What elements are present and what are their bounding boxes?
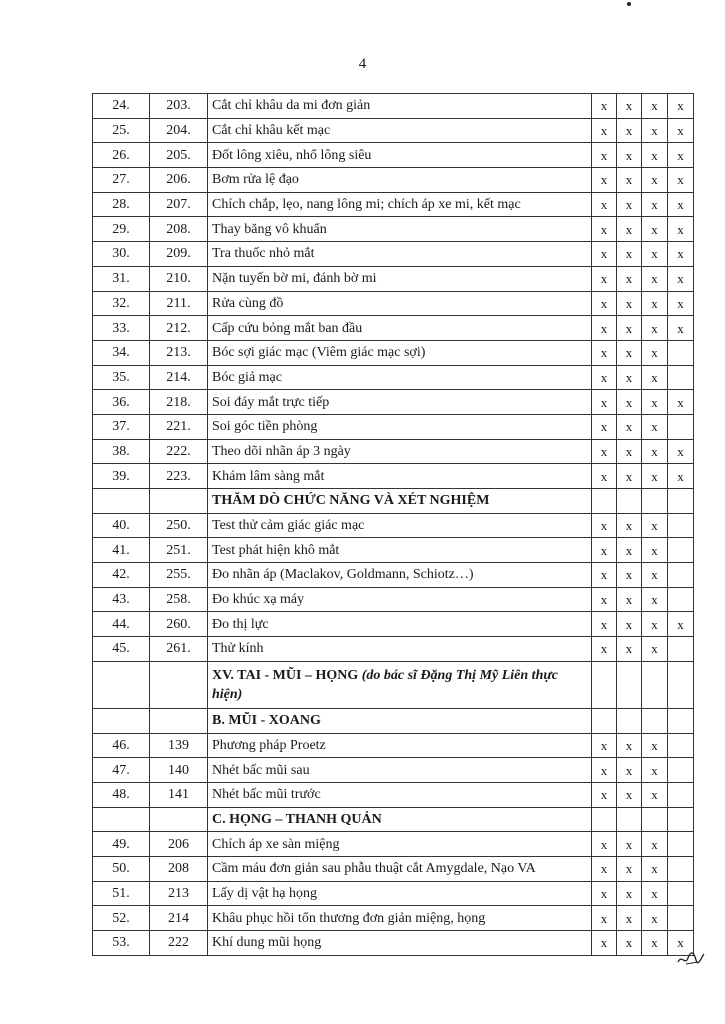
- mark-cell: x: [592, 365, 617, 390]
- section-title-text: C. HỌNG – THANH QUẢN: [212, 811, 382, 827]
- mark-cell: x: [592, 931, 617, 956]
- code-cell: 203.: [150, 94, 208, 119]
- mark-cell: x: [617, 832, 642, 857]
- stt-cell: 53.: [93, 931, 150, 956]
- table-row: [93, 856, 694, 881]
- procedure-name: Thử kính: [208, 637, 592, 662]
- stt-cell: 33.: [93, 316, 150, 341]
- mark-cell: [668, 538, 694, 563]
- mark-cell: x: [642, 242, 668, 267]
- mark-cell: x: [642, 217, 668, 242]
- section-title: [208, 661, 592, 708]
- mark-cell: [592, 807, 617, 832]
- mark-cell: [668, 881, 694, 906]
- mark-cell: [642, 661, 668, 708]
- code-cell: [150, 661, 208, 708]
- mark-cell: x: [617, 513, 642, 538]
- stt-cell: 48.: [93, 782, 150, 807]
- stt-cell: [93, 807, 150, 832]
- table-row: [93, 340, 694, 365]
- stt-cell: 32.: [93, 291, 150, 316]
- mark-cell: x: [642, 316, 668, 341]
- mark-cell: x: [592, 266, 617, 291]
- mark-cell: x: [642, 118, 668, 143]
- stt-cell: 39.: [93, 464, 150, 489]
- table-row: [93, 242, 694, 267]
- mark-cell: x: [668, 390, 694, 415]
- stt-cell: 51.: [93, 881, 150, 906]
- code-cell: 250.: [150, 513, 208, 538]
- procedure-name: Nhét bấc mũi trước: [208, 782, 592, 807]
- mark-cell: x: [617, 316, 642, 341]
- mark-cell: x: [617, 931, 642, 956]
- procedure-name: Nặn tuyến bờ mi, đánh bờ mi: [208, 266, 592, 291]
- procedure-table: [92, 93, 694, 956]
- mark-cell: x: [592, 94, 617, 119]
- mark-cell: x: [642, 192, 668, 217]
- table-row: [93, 192, 694, 217]
- table-row: [93, 414, 694, 439]
- mark-cell: x: [617, 390, 642, 415]
- procedure-name: Tra thuốc nhỏ mắt: [208, 242, 592, 267]
- table-row: [93, 118, 694, 143]
- mark-cell: x: [642, 881, 668, 906]
- stt-cell: 41.: [93, 538, 150, 563]
- code-cell: 213.: [150, 340, 208, 365]
- mark-cell: [668, 513, 694, 538]
- code-cell: 260.: [150, 612, 208, 637]
- procedure-name: Phương pháp Proetz: [208, 733, 592, 758]
- procedure-name: Lấy dị vật hạ họng: [208, 881, 592, 906]
- stt-cell: 38.: [93, 439, 150, 464]
- stt-cell: 42.: [93, 563, 150, 588]
- stt-cell: 43.: [93, 587, 150, 612]
- mark-cell: x: [617, 143, 642, 168]
- mark-cell: x: [642, 340, 668, 365]
- mark-cell: x: [592, 758, 617, 783]
- mark-cell: x: [642, 563, 668, 588]
- mark-cell: [668, 587, 694, 612]
- procedure-name: Soi góc tiền phòng: [208, 414, 592, 439]
- procedure-name: Đo khúc xạ máy: [208, 587, 592, 612]
- mark-cell: x: [617, 856, 642, 881]
- procedure-name: Khí dung mũi họng: [208, 931, 592, 956]
- procedure-name: Đốt lông xiêu, nhổ lông siêu: [208, 143, 592, 168]
- section-note: (do bác sĩ Đặng Thị Mỹ Liên thực hiện): [212, 667, 558, 702]
- mark-cell: [668, 758, 694, 783]
- stt-cell: 28.: [93, 192, 150, 217]
- mark-cell: x: [642, 931, 668, 956]
- mark-cell: x: [592, 832, 617, 857]
- mark-cell: x: [668, 464, 694, 489]
- mark-cell: x: [592, 906, 617, 931]
- mark-cell: x: [642, 906, 668, 931]
- mark-cell: x: [617, 365, 642, 390]
- table-row: [93, 291, 694, 316]
- mark-cell: x: [592, 242, 617, 267]
- mark-cell: x: [642, 414, 668, 439]
- table-row: [93, 758, 694, 783]
- mark-cell: x: [642, 538, 668, 563]
- mark-cell: x: [668, 439, 694, 464]
- mark-cell: x: [642, 464, 668, 489]
- table-row: [93, 733, 694, 758]
- procedure-name: Cấp cứu bỏng mắt ban đầu: [208, 316, 592, 341]
- code-cell: 209.: [150, 242, 208, 267]
- mark-cell: [668, 832, 694, 857]
- code-cell: 261.: [150, 637, 208, 662]
- table-row: [93, 587, 694, 612]
- mark-cell: [668, 856, 694, 881]
- mark-cell: x: [668, 316, 694, 341]
- mark-cell: x: [592, 733, 617, 758]
- code-cell: 208: [150, 856, 208, 881]
- table-row: [93, 782, 694, 807]
- mark-cell: [617, 489, 642, 514]
- mark-cell: x: [592, 414, 617, 439]
- stt-cell: 26.: [93, 143, 150, 168]
- code-cell: 213: [150, 881, 208, 906]
- section-title-text: XV. TAI - MŨI – HỌNG: [212, 667, 359, 683]
- procedure-name: Đo nhãn áp (Maclakov, Goldmann, Schiotz…): [208, 563, 592, 588]
- table-row: [93, 316, 694, 341]
- stt-cell: 49.: [93, 832, 150, 857]
- code-cell: 212.: [150, 316, 208, 341]
- table-row: [93, 439, 694, 464]
- mark-cell: x: [592, 192, 617, 217]
- mark-cell: [668, 489, 694, 514]
- mark-cell: x: [642, 637, 668, 662]
- code-cell: 206: [150, 832, 208, 857]
- table-row: [93, 94, 694, 119]
- mark-cell: [668, 807, 694, 832]
- code-cell: 205.: [150, 143, 208, 168]
- mark-cell: x: [617, 538, 642, 563]
- code-cell: 204.: [150, 118, 208, 143]
- mark-cell: x: [592, 881, 617, 906]
- code-cell: 222: [150, 931, 208, 956]
- stt-cell: [93, 489, 150, 514]
- mark-cell: x: [617, 94, 642, 119]
- section-row: [93, 708, 694, 733]
- mark-cell: x: [617, 587, 642, 612]
- procedure-name: Bơm rửa lệ đạo: [208, 168, 592, 193]
- mark-cell: x: [642, 733, 668, 758]
- table-row: [93, 513, 694, 538]
- mark-cell: x: [617, 340, 642, 365]
- procedure-name: Bóc giả mạc: [208, 365, 592, 390]
- mark-cell: x: [592, 513, 617, 538]
- table-row: [93, 637, 694, 662]
- mark-cell: x: [617, 168, 642, 193]
- mark-cell: x: [592, 439, 617, 464]
- code-cell: 222.: [150, 439, 208, 464]
- table-row: [93, 143, 694, 168]
- mark-cell: x: [592, 291, 617, 316]
- mark-cell: x: [617, 612, 642, 637]
- section-row: [93, 489, 694, 514]
- stt-cell: 46.: [93, 733, 150, 758]
- mark-cell: x: [668, 168, 694, 193]
- mark-cell: x: [592, 464, 617, 489]
- mark-cell: x: [642, 390, 668, 415]
- code-cell: [150, 708, 208, 733]
- table-row: [93, 168, 694, 193]
- procedure-name: Chích áp xe sàn miệng: [208, 832, 592, 857]
- stt-cell: [93, 661, 150, 708]
- mark-cell: [617, 661, 642, 708]
- mark-cell: x: [592, 118, 617, 143]
- mark-cell: x: [668, 143, 694, 168]
- procedure-name: Test phát hiện khô mắt: [208, 538, 592, 563]
- mark-cell: [668, 708, 694, 733]
- procedure-name: Chích chắp, lẹo, nang lông mi; chích áp xe mi, kết mạc: [208, 192, 592, 217]
- mark-cell: [642, 807, 668, 832]
- stt-cell: 25.: [93, 118, 150, 143]
- mark-cell: x: [668, 931, 694, 956]
- mark-cell: x: [592, 538, 617, 563]
- mark-cell: x: [617, 758, 642, 783]
- mark-cell: x: [592, 563, 617, 588]
- code-cell: 139: [150, 733, 208, 758]
- mark-cell: x: [668, 266, 694, 291]
- stt-cell: 44.: [93, 612, 150, 637]
- mark-cell: x: [642, 513, 668, 538]
- mark-cell: x: [592, 316, 617, 341]
- mark-cell: [668, 782, 694, 807]
- table-row: [93, 266, 694, 291]
- section-title: [208, 489, 592, 514]
- stt-cell: 34.: [93, 340, 150, 365]
- mark-cell: [668, 661, 694, 708]
- section-title: [208, 807, 592, 832]
- mark-cell: x: [642, 439, 668, 464]
- mark-cell: x: [617, 439, 642, 464]
- handwritten-initial: [676, 948, 706, 968]
- stt-cell: 50.: [93, 856, 150, 881]
- mark-cell: x: [642, 612, 668, 637]
- table-row: [93, 832, 694, 857]
- mark-cell: x: [642, 266, 668, 291]
- stt-cell: 24.: [93, 94, 150, 119]
- code-cell: 258.: [150, 587, 208, 612]
- mark-cell: x: [592, 168, 617, 193]
- table-row: [93, 881, 694, 906]
- table-row: [93, 906, 694, 931]
- mark-cell: x: [668, 612, 694, 637]
- mark-cell: x: [642, 758, 668, 783]
- stt-cell: 40.: [93, 513, 150, 538]
- stt-cell: 35.: [93, 365, 150, 390]
- mark-cell: x: [642, 782, 668, 807]
- table-row: [93, 563, 694, 588]
- mark-cell: x: [592, 143, 617, 168]
- mark-cell: [668, 733, 694, 758]
- mark-cell: x: [617, 464, 642, 489]
- mark-cell: x: [617, 782, 642, 807]
- table-row: [93, 365, 694, 390]
- mark-cell: x: [617, 881, 642, 906]
- mark-cell: x: [617, 266, 642, 291]
- section-row: [93, 807, 694, 832]
- mark-cell: [592, 489, 617, 514]
- mark-cell: x: [668, 118, 694, 143]
- mark-cell: x: [592, 612, 617, 637]
- procedure-name: Bóc sợi giác mạc (Viêm giác mạc sợi): [208, 340, 592, 365]
- mark-cell: x: [617, 242, 642, 267]
- code-cell: 210.: [150, 266, 208, 291]
- code-cell: 141: [150, 782, 208, 807]
- mark-cell: [668, 365, 694, 390]
- mark-cell: x: [668, 94, 694, 119]
- procedure-name: Test thử cảm giác giác mạc: [208, 513, 592, 538]
- mark-cell: x: [592, 340, 617, 365]
- mark-cell: [592, 708, 617, 733]
- mark-cell: x: [642, 587, 668, 612]
- stt-cell: [93, 708, 150, 733]
- procedure-name: Khâu phục hồi tổn thương đơn giản miệng, họng: [208, 906, 592, 931]
- code-cell: 255.: [150, 563, 208, 588]
- stt-cell: 36.: [93, 390, 150, 415]
- stt-cell: 29.: [93, 217, 150, 242]
- code-cell: 221.: [150, 414, 208, 439]
- code-cell: [150, 489, 208, 514]
- section-title: [208, 708, 592, 733]
- procedure-name: Nhét bấc mũi sau: [208, 758, 592, 783]
- stt-cell: 30.: [93, 242, 150, 267]
- mark-cell: x: [617, 118, 642, 143]
- procedure-name: Rửa cùng đồ: [208, 291, 592, 316]
- code-cell: 214: [150, 906, 208, 931]
- table-row: [93, 538, 694, 563]
- stt-cell: 52.: [93, 906, 150, 931]
- procedure-name: Soi đáy mắt trực tiếp: [208, 390, 592, 415]
- section-title-text: B. MŨI - XOANG: [212, 713, 321, 729]
- mark-cell: x: [617, 291, 642, 316]
- mark-cell: x: [642, 832, 668, 857]
- stt-cell: 47.: [93, 758, 150, 783]
- stt-cell: 37.: [93, 414, 150, 439]
- code-cell: 211.: [150, 291, 208, 316]
- table-row: [93, 390, 694, 415]
- procedure-name: Khám lâm sàng mắt: [208, 464, 592, 489]
- mark-cell: x: [617, 906, 642, 931]
- stt-cell: 45.: [93, 637, 150, 662]
- mark-cell: x: [592, 390, 617, 415]
- mark-cell: [668, 414, 694, 439]
- mark-cell: x: [642, 94, 668, 119]
- table-row: [93, 612, 694, 637]
- mark-cell: x: [668, 291, 694, 316]
- code-cell: 208.: [150, 217, 208, 242]
- mark-cell: x: [617, 733, 642, 758]
- page-number: 4: [358, 56, 367, 72]
- table-row: [93, 217, 694, 242]
- code-cell: 251.: [150, 538, 208, 563]
- mark-cell: x: [617, 563, 642, 588]
- mark-cell: x: [668, 242, 694, 267]
- mark-cell: x: [592, 217, 617, 242]
- mark-cell: x: [592, 782, 617, 807]
- procedure-name: Cắt chỉ khâu kết mạc: [208, 118, 592, 143]
- mark-cell: x: [668, 217, 694, 242]
- procedure-name: Thay băng vô khuẩn: [208, 217, 592, 242]
- code-cell: 140: [150, 758, 208, 783]
- mark-cell: [668, 340, 694, 365]
- stt-cell: 27.: [93, 168, 150, 193]
- mark-cell: [668, 906, 694, 931]
- mark-cell: [668, 563, 694, 588]
- mark-cell: x: [642, 365, 668, 390]
- mark-cell: x: [592, 637, 617, 662]
- mark-cell: x: [592, 587, 617, 612]
- procedure-name: Theo dõi nhãn áp 3 ngày: [208, 439, 592, 464]
- mark-cell: x: [642, 856, 668, 881]
- section-row: [93, 661, 694, 708]
- procedure-name: Cầm máu đơn giản sau phẫu thuật cắt Amygdale, Nạo VA: [208, 856, 592, 881]
- mark-cell: [642, 708, 668, 733]
- mark-cell: [592, 661, 617, 708]
- mark-cell: x: [617, 217, 642, 242]
- mark-cell: [617, 708, 642, 733]
- code-cell: 218.: [150, 390, 208, 415]
- mark-cell: [642, 489, 668, 514]
- table-row: [93, 931, 694, 956]
- stt-cell: 31.: [93, 266, 150, 291]
- code-cell: 223.: [150, 464, 208, 489]
- section-title-text: THĂM DÒ CHỨC NĂNG VÀ XÉT NGHIỆM: [212, 493, 490, 509]
- procedure-name: Cắt chỉ khâu da mi đơn giản: [208, 94, 592, 119]
- table-row: [93, 464, 694, 489]
- procedure-name: Đo thị lực: [208, 612, 592, 637]
- mark-cell: x: [642, 168, 668, 193]
- mark-cell: [668, 637, 694, 662]
- code-cell: 207.: [150, 192, 208, 217]
- code-cell: 214.: [150, 365, 208, 390]
- ink-dot: [627, 2, 631, 6]
- mark-cell: [617, 807, 642, 832]
- code-cell: 206.: [150, 168, 208, 193]
- mark-cell: x: [617, 637, 642, 662]
- mark-cell: x: [617, 192, 642, 217]
- code-cell: [150, 807, 208, 832]
- mark-cell: x: [668, 192, 694, 217]
- mark-cell: x: [642, 143, 668, 168]
- mark-cell: x: [642, 291, 668, 316]
- mark-cell: x: [592, 856, 617, 881]
- mark-cell: x: [617, 414, 642, 439]
